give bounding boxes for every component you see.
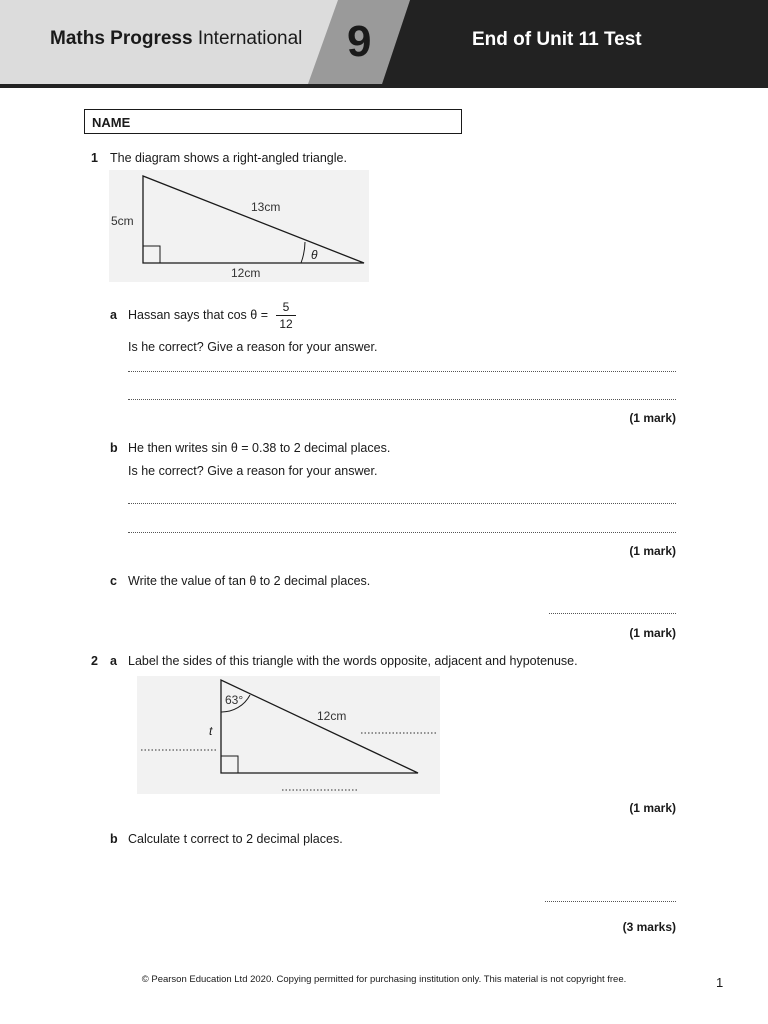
mark-allocation: (3 marks) <box>622 920 676 934</box>
q1a-text: Hassan says that cos θ = <box>128 308 269 322</box>
answer-line[interactable] <box>128 503 676 504</box>
side-label-hypotenuse: 13cm <box>251 200 281 214</box>
q2a-text: Label the sides of this triangle with the words opposite, adjacent and hypotenuse. <box>128 654 578 668</box>
page-number: 1 <box>716 975 724 990</box>
q1a-question: Is he correct? Give a reason for your answer. <box>128 340 378 354</box>
fraction-bar <box>276 315 296 316</box>
side-label-vertical: 5cm <box>111 214 134 228</box>
side-label-hypotenuse: 12cm <box>317 709 347 723</box>
header-rule <box>0 84 768 88</box>
answer-line[interactable] <box>128 371 676 372</box>
answer-line[interactable] <box>128 399 676 400</box>
fraction-denominator: 12 <box>279 317 293 331</box>
q2a-label: a <box>110 654 117 668</box>
q2-triangle-diagram <box>137 676 440 794</box>
q1b-question: Is he correct? Give a reason for your answer. <box>128 464 378 478</box>
test-title: End of Unit 11 Test <box>472 29 642 50</box>
mark-allocation: (1 mark) <box>629 544 676 558</box>
mark-allocation: (1 mark) <box>629 411 676 425</box>
angle-label-63: 63° <box>225 693 244 707</box>
q2b-label: b <box>110 832 118 846</box>
q1c-text: Write the value of tan θ to 2 decimal places. <box>128 574 371 588</box>
answer-line[interactable] <box>128 532 676 533</box>
diagram-background <box>137 676 440 794</box>
answer-line[interactable] <box>549 613 676 614</box>
answer-line[interactable] <box>545 901 676 902</box>
side-label-t: t <box>209 724 213 738</box>
fraction-numerator: 5 <box>282 300 290 314</box>
angle-label-theta: θ <box>311 248 318 262</box>
q1b-label: b <box>110 441 118 455</box>
mark-allocation: (1 mark) <box>629 801 676 815</box>
grade-number: 9 <box>347 17 372 66</box>
brand-title: Maths Progress International <box>50 28 303 49</box>
question-number-1: 1 <box>91 151 98 165</box>
mark-allocation: (1 mark) <box>629 626 676 640</box>
q2b-text: Calculate t correct to 2 decimal places. <box>128 832 343 846</box>
q1-triangle-diagram <box>109 170 369 282</box>
copyright-footer: © Pearson Education Ltd 2020. Copying permitted for purchasing institution only. This material is not copyright free. <box>141 974 627 985</box>
name-field[interactable]: NAME <box>84 109 462 134</box>
q1b-text: He then writes sin θ = 0.38 to 2 decimal places. <box>128 441 391 455</box>
q1-intro: The diagram shows a right-angled triangle. <box>110 151 347 165</box>
q1a-label: a <box>110 308 117 322</box>
q1c-label: c <box>110 574 117 588</box>
question-number-2: 2 <box>91 654 98 668</box>
fraction-5-over-12 <box>276 300 296 331</box>
side-label-base: 12cm <box>231 266 261 280</box>
